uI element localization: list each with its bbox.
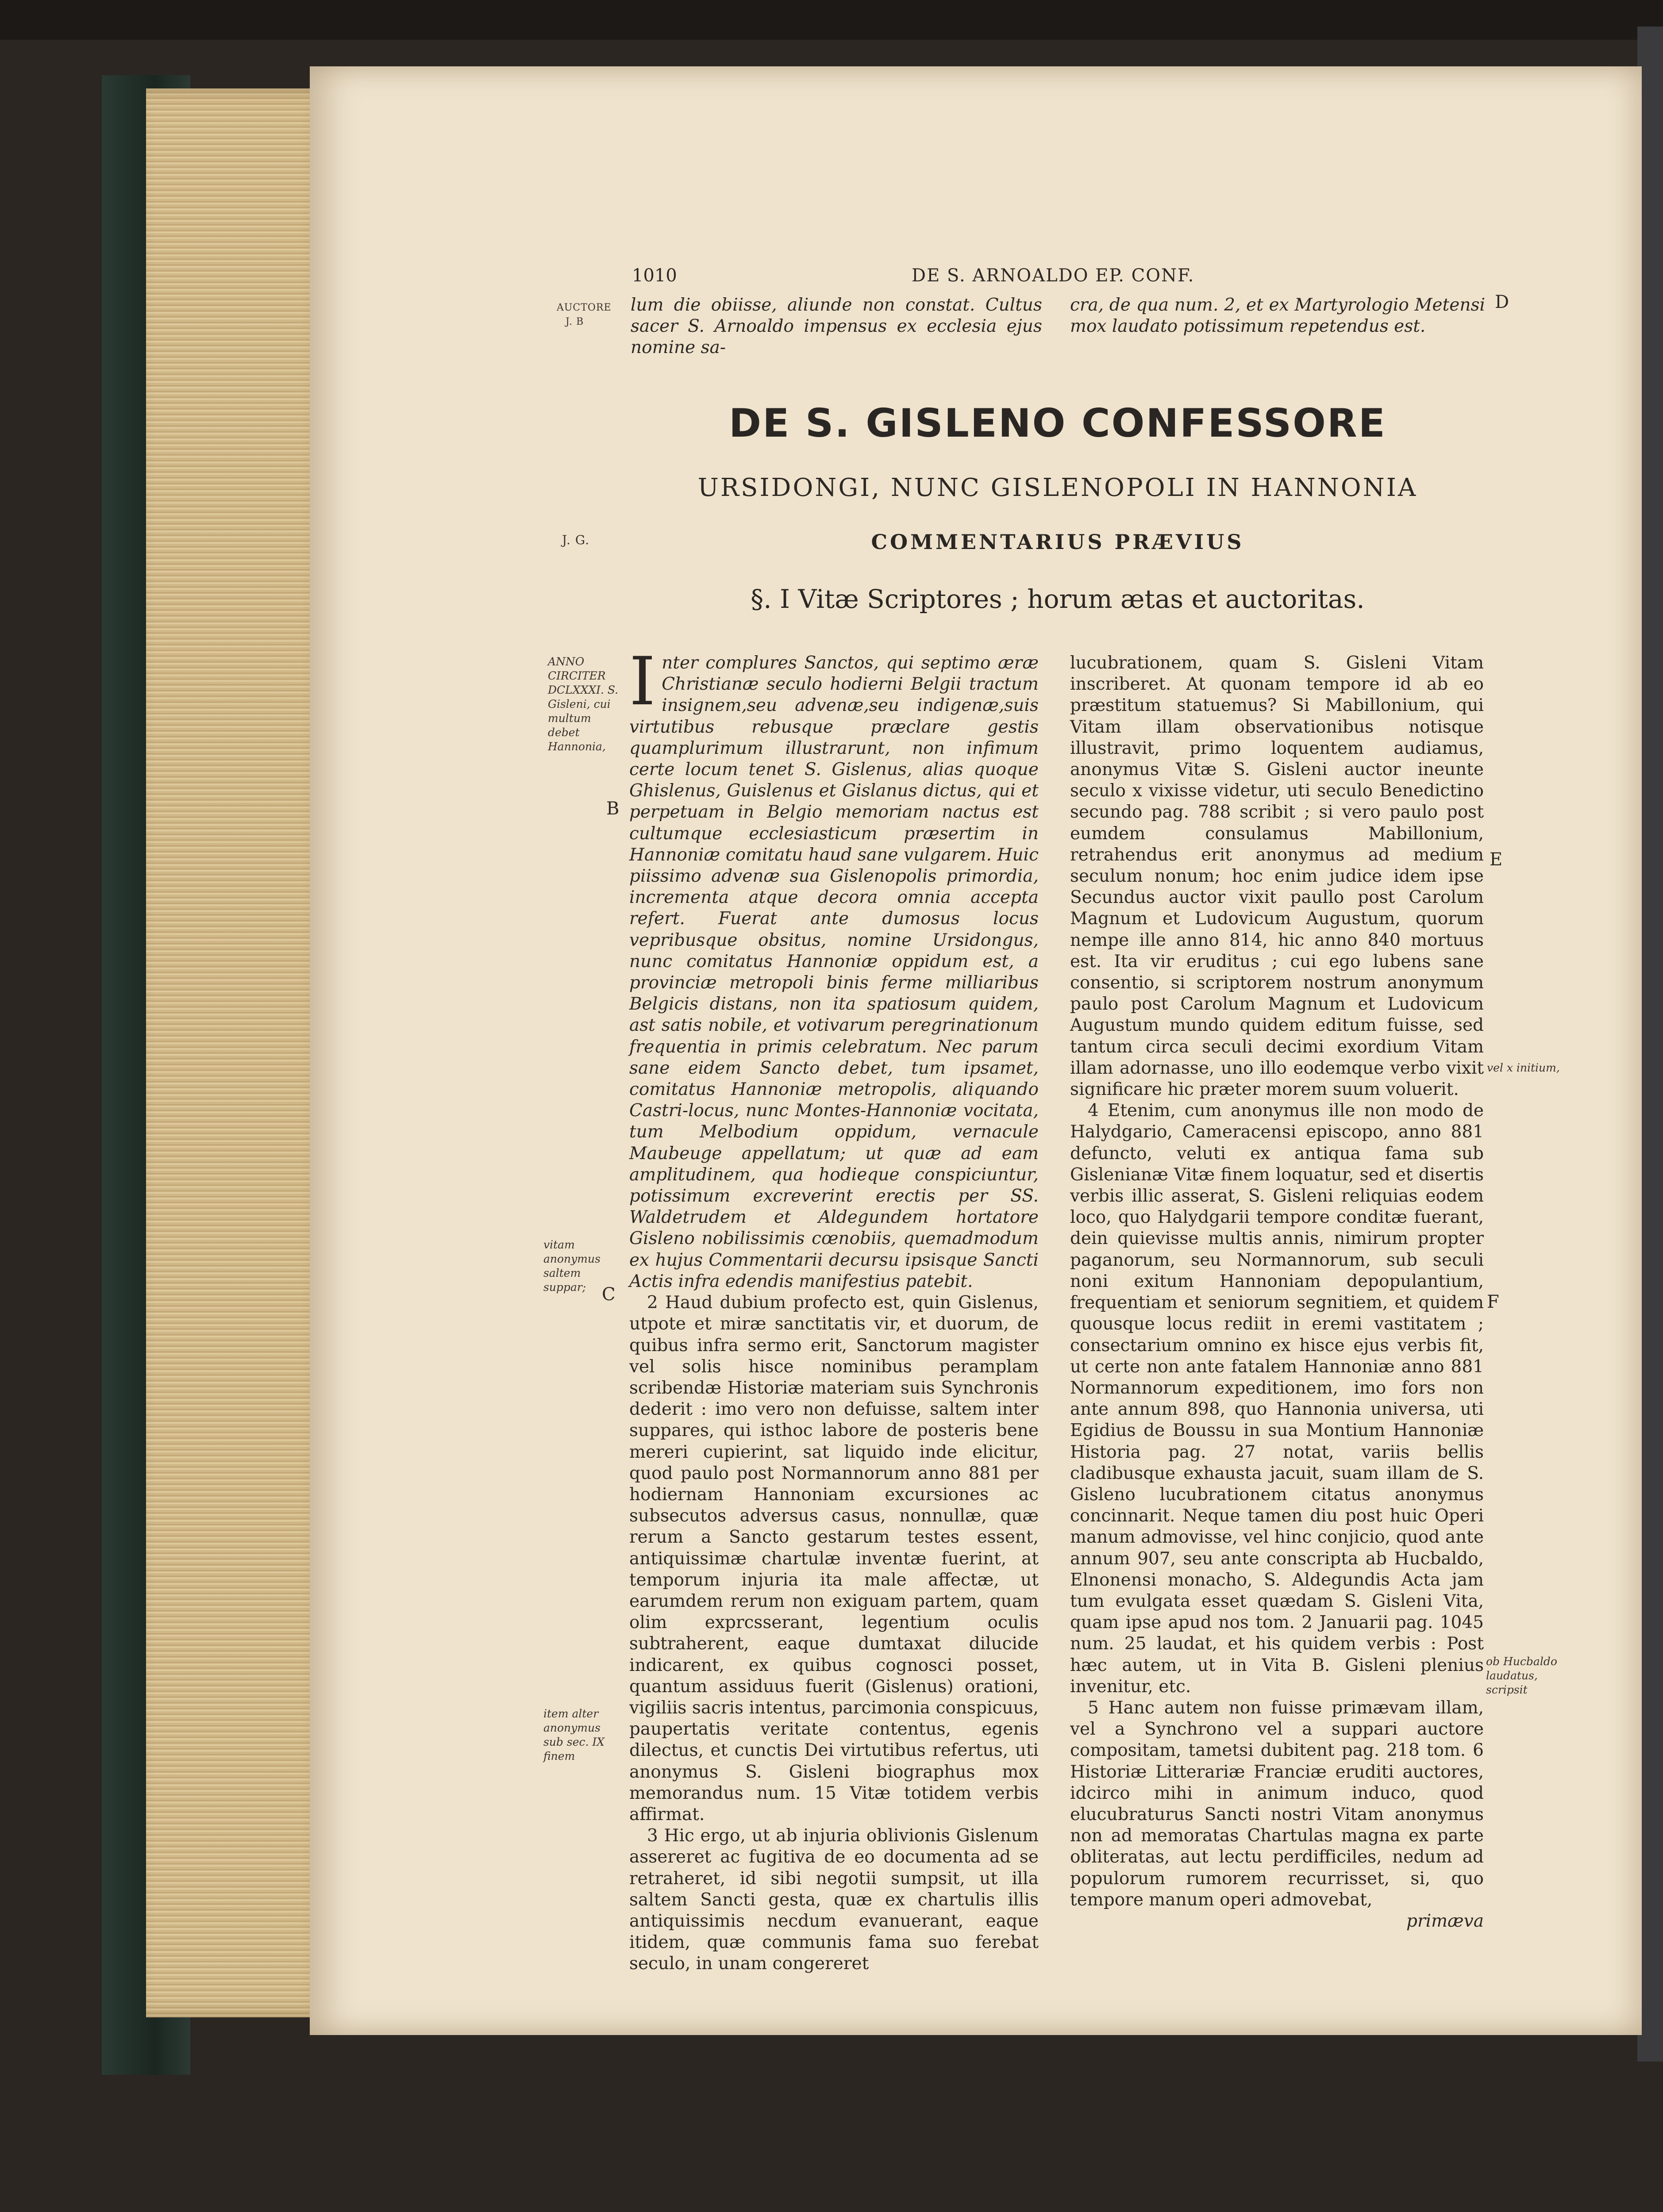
margin-letter-b: B: [606, 799, 620, 819]
margin-auctore: AUCTORE: [557, 302, 612, 313]
subtitle: URSIDONGI, NUNC GISLENOPOLI IN HANNONIA: [697, 473, 1418, 502]
paragraph-2: 2 Haud dubium profecto est, quin Gislenus, utpote et miræ sanctitatis vir, et duorum, de quibus infra sermo erit, Sanctorum magister vel solis hisce nominibus peramplam scribendæ Historiæ materiam suis Synchronis dederit : imo vero non defuisse, saltem inter suppares, qui isthoc labore de posteris bene mereri cupierint, sat liquido inde elicitur, quod paulo post Normannorum anno 881 per hodiernam Hannoniam excursiones ac subsecutos adversus casus, nonnullæ, quæ rerum a Sancto gestarum testes essent, antiquissimæ chartulæ inventæ fuerint, at temporum injuria ita male affectæ, ut earumdem rerum non exiguam partem, quam olim exprcsserant, legentium oculis subtraherent, eaque dumtaxat dilucide indicarent, ex quibus cognosci posset, quantum assiduus fuerit (Gislenus) orationi, vigiliis sacris intentus, parcimonia conspicuus, paupertatis veritate contentus, egenis dilectus, et cunctis Dei virtutibus refertus, uti anonymus S. Gisleni biographus mox memorandus num. 15 Vitæ totidem verbis affirmat.: [629, 1293, 1039, 1824]
margin-letter-f: F: [1487, 1292, 1499, 1312]
page-edges: [146, 88, 332, 2017]
commentary-title: COMMENTARIUS PRÆVIUS: [871, 530, 1244, 554]
page-number: 1010: [632, 265, 677, 286]
margin-letter-c: C: [602, 1284, 616, 1305]
paragraph-1: [629, 643, 1039, 1292]
margin-note-hucbaldo: ob Hucbaldo laudatus, scripsit: [1486, 1655, 1557, 1696]
margin-jb: J. B: [566, 316, 584, 327]
margin-note-vel: vel x initium,: [1487, 1061, 1560, 1074]
margin-note-item: item alter anonymus sub sec. IX finem: [543, 1707, 605, 1763]
margin-letter-e: E: [1490, 849, 1503, 870]
background-top: [0, 0, 1663, 40]
top-text-right: cra, de qua num. 2, et ex Martyrologio Metensi mox laudato potissimum repetendus est.: [1070, 295, 1485, 337]
margin-letter-d: D: [1495, 292, 1509, 312]
margin-jg: J. G.: [562, 533, 590, 547]
section-heading: §. I Vitæ Scriptores ; horum ætas et auctoritas.: [751, 584, 1365, 614]
right-column: [1070, 653, 1484, 1932]
margin-note-anno: ANNO CIRCITER DCLXXXI. S. Gisleni, cui multum debet Hannonia,: [548, 655, 619, 753]
paragraph-r1: lucubrationem, quam S. Gisleni Vitam inscriberet. At quonam tempore id ab eo præstitum statuemus? Si Mabillonium, qui Vitam illam observationibus notisque illustravit, primo loquentem audiamus, anonymus Vitæ S. Gisleni auctor ineunte seculo x vixisse videtur, uti seculo Benedictino secundo pag. 788 scribit ; si vero paulo post eumdem consulamus Mabillonium, retrahendus erit anonymus ad medium seculum nonum; hoc enim judice idem ipse Secundus auctor vixit paullo post Carolum Magnum et Ludovicum Augustum, quorum nempe ille anno 814, hic anno 840 mortuus est. Ita vir eruditus ; cui ego lubens sane consentio, si scriptorem nostrum anonymum paulo post Carolum Magnum et Ludovicum Augustum mundo quidem editum fuisse, sed tantum circa seculi decimi exordium Vitam illam adornasse, uno illo eodemque verbo vixit significare hic præter morem suum voluerit.: [1070, 653, 1484, 1100]
margin-note-vitam: vitam anonymus saltem suppar;: [543, 1238, 601, 1294]
paragraph-3: 3 Hic ergo, ut ab injuria oblivionis Gislenum assereret ac fugitiva de eo documenta ad se retraheret, id sibi negotii sumpsit, ut illa saltem Sancti gesta, quæ ex chartulis illis antiquissimis necdum evanuerant, eaque itidem, quæ communis fama suo ferebat seculo, in unam congereret: [629, 1826, 1039, 1974]
main-title: DE S. GISLENO CONFESSORE: [729, 400, 1386, 446]
paragraph-1-text: nter complures Sanctos, qui septimo æræ Christianæ seculo hodierni Belgii tractum insignem,seu advenæ,seu indigenæ,suis virtutibus rebusque præclare gestis quamplurimum illustrarunt, non infimum certe locum tenet S. Gislenus, alias quoque Ghislenus, Guislenus et Gislanus dictus, qui et perpetuam in Belgio memoriam nactus est cultumque ecclesiasticum præsertim in Hannoniæ comitatu haud sane vulgarem. Huic piissimo advenæ sua Gislenopolis primordia, incrementa atque decora omnia accepta refert. Fuerat ante dumosus locus vepribusque obsitus, nomine Ursidongus, nunc comitatus Hannoniæ oppidum est, a provinciæ metropoli binis ferme milliaribus Belgicis distans, non ita spatiosum quidem, ast satis nobile, et votivarum peregrinationum frequentia in primis celebratum. Nec parum sane eidem Sancto debet, tum ipsamet, comitatus Hannoniæ metropolis, aliquando Castri-locus, nunc Montes-Hannoniæ vocitata, tum Melbodium oppidum, vernacule Maubeuge appellatum; ut quæ ad eam amplitudinem, qua hodieque conspiciuntur, potissimum excreverint erectis per SS. Waldetrudem et Aldegundem hortatore Gisleno nobilissimis cœnobiis, quemadmodum ex hujus Commentarii decursu ipsisque Sancti Actis infra edendis manifestius patebit.: [629, 653, 1039, 1291]
catchword: primæva: [1406, 1911, 1484, 1931]
running-title: DE S. ARNOALDO EP. CONF.: [912, 265, 1195, 286]
dropcap: I: [629, 643, 656, 720]
paragraph-4: 4 Etenim, cum anonymus ille non modo de Halydgario, Cameracensi episcopo, anno 881 defuncto, veluti ex antiqua fama sub Gislenianæ Vitæ finem loquatur, sed et disertis verbis illic asserat, S. Gisleni reliquias eodem loco, quo Halydgarii tempore conditæ fuerant, dein quievisse multis annis, nimirum propter paganorum, seu Normannorum, sub seculi noni exitum Hannoniam depopulantium, frequentiam et seniorum segnitiem, et quidem quousque locus rediit in eremi vastitatem ; consectarium omnino ex hisce ejus verbis fit, ut certe non ante fatalem Hannoniæ anno 881 Normannorum expeditionem, imo fors non ante annum 898, quo Hannonia universa, uti Egidius de Boussu in sua Montium Hannoniæ Historia pag. 27 notat, variis bellis cladibusque exhausta jacuit, suam illam de S. Gisleno lucubrationem citatus anonymus concinnarit. Neque tamen diu post huic Operi manum admovisse, vel hinc conjicio, quod ante annum 907, seu ante conscripta ab Hucbaldo, Elnonensi monacho, S. Aldegundis Acta jam tum evulgata esset quædam S. Gisleni Vita, quam ipse apud nos tom. 2 Januarii pag. 1045 num. 25 laudat, et his quidem verbis : Post hæc autem, ut in Vita B. Gisleni plenius invenitur, etc.: [1070, 1101, 1484, 1697]
top-text-left: lum die obiisse, aliunde non constat. Cultus sacer S. Arnoaldo impensus ex ecclesia ejus nomine sa-: [631, 295, 1042, 358]
left-column: [629, 643, 1039, 1975]
paragraph-5: 5 Hanc autem non fuisse primævam illam, vel a Synchrono vel a suppari auctore compositam, tametsi dubitent pag. 218 tom. 6 Historiæ Litterariæ Franciæ eruditi auctores, idcirco mihi in animum induco, quod elucubraturus Sancti nostri Vitam anonymus non ad memoratas Chartulas magna ex parte obliteratas, aut lectu perdifficiles, nedum ad populorum rumorem recurrisset, si, quo tempore manum operi admovebat,: [1070, 1697, 1484, 1910]
